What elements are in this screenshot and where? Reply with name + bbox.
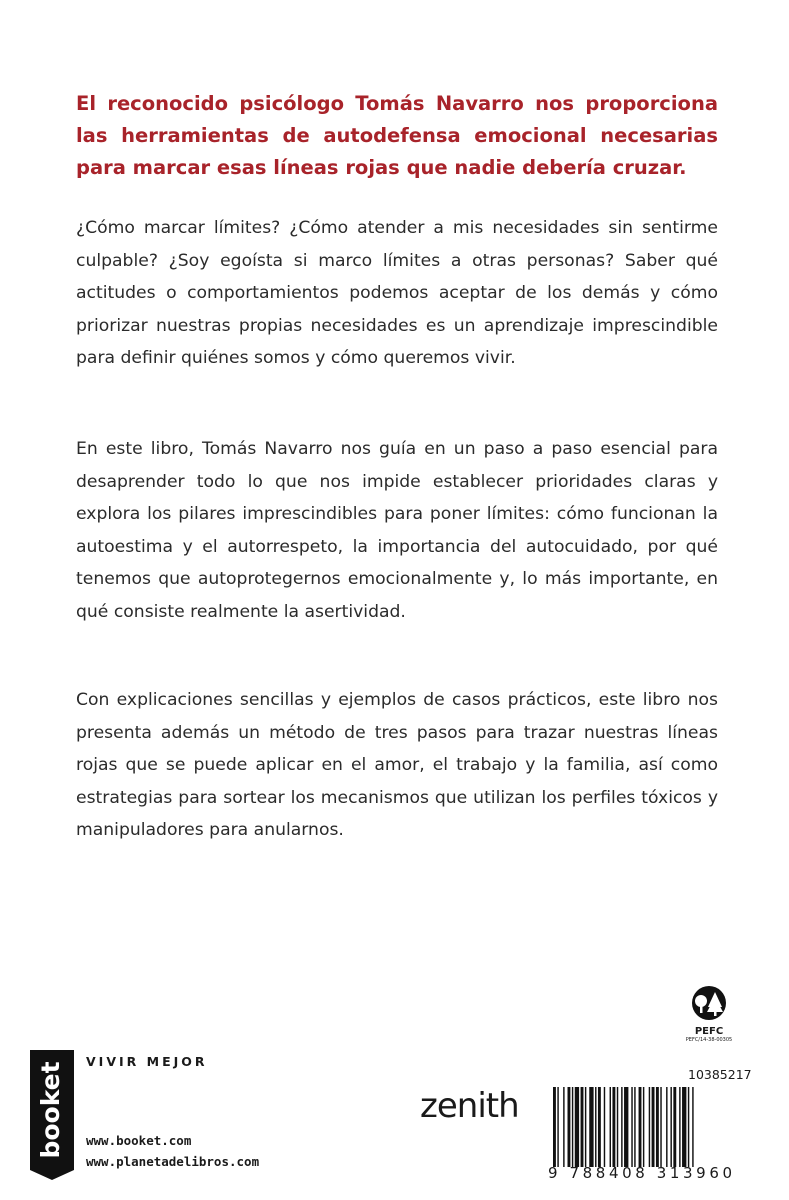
pefc-tree-icon (677, 985, 741, 1021)
pefc-code: PEFC/14-38-00305 (685, 1037, 733, 1043)
publisher-url-booket: www.booket.com (86, 1133, 192, 1148)
booket-logo (30, 1050, 74, 1180)
body-paragraph-2: En este libro, Tomás Navarro nos guía en un paso a paso esencial para desaprender todo lo que nos impide establecer prioridades claras y explora los pilares imprescindibles para poner límites: cómo funcionan la autoestima y el autorrespeto, la importancia del autocuidado, por qué tenemos que autoprotegernos emocionalmente y, lo más importante, en qué consiste realmente la asertividad. (76, 439, 718, 622)
body-paragraph-3: Con explicaciones sencillas y ejemplos de casos prácticos, este libro nos presenta además un método de tres pasos para trazar nuestras líneas rojas que se puede aplicar en el amor, el trabajo y la familia, así como estrategias para sortear los mecanismos que utilizan los perfiles tóxicos y manipuladores para anularnos. (76, 690, 718, 840)
booket-logo-text: booket (36, 1061, 65, 1159)
body-paragraph-1: ¿Cómo marcar límites? ¿Cómo atender a mis necesidades sin sentirme culpable? ¿Soy egoísta si marco límites a otras personas? Saber qué actitudes o comportamientos podemos aceptar de los demás y cómo priorizar nuestras propias necesidades es un aprendizaje imprescindible para definir quiénes somos y cómo queremos vivir. (76, 218, 718, 368)
product-code: 10385217 (688, 1067, 752, 1082)
publisher-url-planeta: www.planetadelibros.com (86, 1154, 260, 1169)
pefc-label: PEFC (694, 1026, 724, 1037)
barcode-number: 9 788408 313960 (548, 1164, 736, 1182)
imprint-logo: zenith (420, 1086, 519, 1126)
lead-paragraph: El reconocido psicólogo Tomás Navarro nos proporciona las herramientas de autodefensa emocional necesarias para marcar esas líneas rojas que nadie debería cruzar. (76, 92, 718, 179)
pefc-certification (677, 985, 741, 1043)
barcode (553, 1087, 753, 1167)
collection-name: VIVIR MEJOR (86, 1054, 208, 1069)
